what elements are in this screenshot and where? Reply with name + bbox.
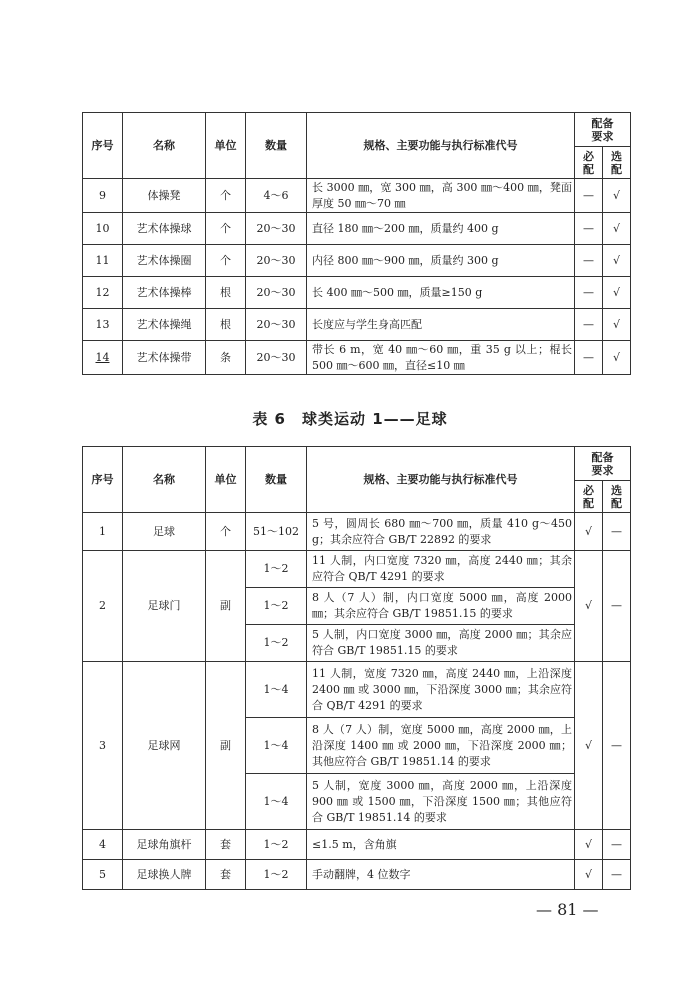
cell-required: √	[575, 662, 603, 830]
cell-name: 艺术体操带	[123, 341, 206, 375]
cell-name: 足球门	[123, 551, 206, 662]
cell-no: 14	[83, 341, 123, 375]
cell-required: √	[575, 513, 603, 551]
cell-qty: 51～102	[246, 513, 307, 551]
header-qty: 数量	[246, 447, 307, 513]
cell-optional: —	[603, 551, 631, 662]
cell-spec: 8 人（7 人）制，宽度 5000 ㎜，高度 2000 ㎜，上沿深度 1400 ㎜ 或 2000 ㎜，下沿深度 2000 ㎜；其他应符合 GB/T 19851.14 的要求	[307, 718, 575, 774]
header-unit: 单位	[206, 447, 246, 513]
equipment-table-continued	[82, 112, 631, 375]
cell-spec: 带长 6 m，宽 40 ㎜～60 ㎜，重 35 g 以上；棍长 500 ㎜～600 ㎜，直径≤10 ㎜	[307, 341, 575, 375]
cell-qty: 1～4	[246, 718, 307, 774]
cell-spec: ≤1.5 m，含角旗	[307, 830, 575, 860]
cell-optional: —	[603, 860, 631, 890]
cell-name: 足球	[123, 513, 206, 551]
cell-required: —	[575, 309, 603, 341]
cell-required: —	[575, 341, 603, 375]
cell-qty: 20～30	[246, 309, 307, 341]
cell-spec: 8 人（7 人）制，内口宽度 5000 ㎜，高度 2000 ㎜；其余应符合 GB/T 19851.15 的要求	[307, 588, 575, 625]
header-spec: 规格、主要功能与执行标准代号	[307, 113, 575, 179]
cell-qty: 4～6	[246, 179, 307, 213]
cell-no: 10	[83, 213, 123, 245]
cell-qty: 20～30	[246, 213, 307, 245]
cell-name: 艺术体操棒	[123, 277, 206, 309]
cell-name: 体操凳	[123, 179, 206, 213]
cell-qty: 20～30	[246, 341, 307, 375]
cell-qty: 20～30	[246, 245, 307, 277]
cell-name: 艺术体操圈	[123, 245, 206, 277]
cell-required: —	[575, 277, 603, 309]
cell-unit: 条	[206, 341, 246, 375]
table-row	[83, 179, 631, 213]
cell-optional: √	[603, 277, 631, 309]
cell-spec: 长 3000 ㎜，宽 300 ㎜，高 300 ㎜～400 ㎜，凳面厚度 50 ㎜～70 ㎜	[307, 179, 575, 213]
cell-no: 5	[83, 860, 123, 890]
cell-required: —	[575, 245, 603, 277]
table-title: 表 6 球类运动 1——足球	[252, 410, 448, 428]
cell-unit: 根	[206, 309, 246, 341]
cell-unit: 副	[206, 551, 246, 662]
cell-optional: —	[603, 513, 631, 551]
table-row	[83, 341, 631, 375]
cell-optional: √	[603, 213, 631, 245]
header-optional: 选 配	[603, 481, 631, 513]
cell-no: 12	[83, 277, 123, 309]
cell-unit: 个	[206, 513, 246, 551]
cell-name: 艺术体操绳	[123, 309, 206, 341]
header-name: 名称	[123, 113, 206, 179]
page-number: — 81 —	[536, 900, 599, 919]
cell-no: 1	[83, 513, 123, 551]
cell-qty: 1～2	[246, 830, 307, 860]
cell-unit: 套	[206, 860, 246, 890]
cell-optional: √	[603, 341, 631, 375]
cell-optional: √	[603, 309, 631, 341]
table-row	[83, 245, 631, 277]
football-equipment-table	[82, 446, 631, 890]
cell-qty: 20～30	[246, 277, 307, 309]
cell-optional: —	[603, 830, 631, 860]
cell-qty: 1～2	[246, 625, 307, 662]
table-row	[83, 277, 631, 309]
table-row	[83, 860, 631, 890]
cell-unit: 根	[206, 277, 246, 309]
cell-spec: 11 人制，内口宽度 7320 ㎜，高度 2440 ㎜；其余应符合 QB/T 4291 的要求	[307, 551, 575, 588]
cell-name: 艺术体操球	[123, 213, 206, 245]
cell-spec: 5 人制，宽度 3000 ㎜，高度 2000 ㎜，上沿深度 900 ㎜ 或 1500 ㎜，下沿深度 1500 ㎜；其他应符合 GB/T 19851.14 的要求	[307, 774, 575, 830]
cell-spec: 5 人制，内口宽度 3000 ㎜，高度 2000 ㎜；其余应符合 GB/T 19851.15 的要求	[307, 625, 575, 662]
cell-no: 13	[83, 309, 123, 341]
cell-required: √	[575, 860, 603, 890]
cell-spec: 内径 800 ㎜～900 ㎜，质量约 300 g	[307, 245, 575, 277]
header-required: 必 配	[575, 481, 603, 513]
cell-required: √	[575, 830, 603, 860]
cell-spec: 直径 180 ㎜～200 ㎜，质量约 400 g	[307, 213, 575, 245]
cell-spec: 手动翻牌，4 位数字	[307, 860, 575, 890]
cell-name: 足球换人牌	[123, 860, 206, 890]
cell-spec: 长 400 ㎜～500 ㎜，质量≥150 g	[307, 277, 575, 309]
table-row	[83, 662, 631, 718]
table-row	[83, 513, 631, 551]
table-row	[83, 551, 631, 588]
table-row	[83, 830, 631, 860]
table-row	[83, 309, 631, 341]
header-name: 名称	[123, 447, 206, 513]
cell-no: 11	[83, 245, 123, 277]
header-unit: 单位	[206, 113, 246, 179]
cell-optional: √	[603, 245, 631, 277]
cell-qty: 1～2	[246, 551, 307, 588]
cell-name: 足球角旗杆	[123, 830, 206, 860]
cell-qty: 1～2	[246, 588, 307, 625]
header-no: 序号	[83, 447, 123, 513]
header-qty: 数量	[246, 113, 307, 179]
cell-no: 2	[83, 551, 123, 662]
cell-qty: 1～2	[246, 860, 307, 890]
header-spec: 规格、主要功能与执行标准代号	[307, 447, 575, 513]
cell-no: 3	[83, 662, 123, 830]
cell-optional: √	[603, 179, 631, 213]
cell-required: —	[575, 213, 603, 245]
cell-required: √	[575, 551, 603, 662]
cell-unit: 个	[206, 245, 246, 277]
header-config: 配备 要求	[575, 447, 631, 481]
header-optional: 选 配	[603, 147, 631, 179]
cell-no: 4	[83, 830, 123, 860]
cell-optional: —	[603, 662, 631, 830]
cell-unit: 个	[206, 179, 246, 213]
cell-no: 9	[83, 179, 123, 213]
table-row	[83, 213, 631, 245]
cell-unit: 个	[206, 213, 246, 245]
cell-required: —	[575, 179, 603, 213]
cell-name: 足球网	[123, 662, 206, 830]
cell-unit: 套	[206, 830, 246, 860]
cell-spec: 5 号，圆周长 680 ㎜～700 ㎜，质量 410 g～450 g；其余应符合 GB/T 22892 的要求	[307, 513, 575, 551]
cell-qty: 1～4	[246, 662, 307, 718]
header-required: 必 配	[575, 147, 603, 179]
cell-spec: 长度应与学生身高匹配	[307, 309, 575, 341]
header-config: 配备 要求	[575, 113, 631, 147]
cell-unit: 副	[206, 662, 246, 830]
cell-spec: 11 人制，宽度 7320 ㎜，高度 2440 ㎜，上沿深度 2400 ㎜ 或 3000 ㎜，下沿深度 3000 ㎜；其余应符合 QB/T 4291 的要求	[307, 662, 575, 718]
header-no: 序号	[83, 113, 123, 179]
cell-qty: 1～4	[246, 774, 307, 830]
